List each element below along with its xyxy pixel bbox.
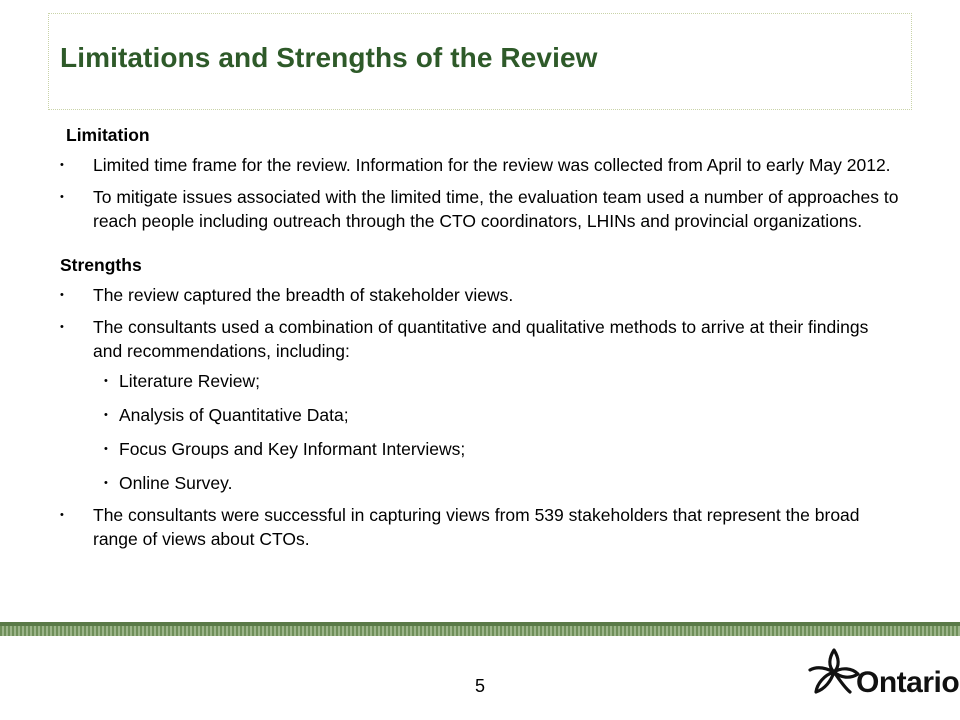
limitation-bullet-2: • To mitigate issues associated with the limited time, the evaluation team used a number of approaches to reach people including outreach through the CTO coordinators, LHINs and provincial organizations. [60,185,900,233]
methods-list [93,369,900,495]
slide-content [60,123,900,559]
strength-bullet-1: • The review captured the breadth of stakeholder views. [60,283,900,307]
strength-bullet-2 [60,315,900,495]
method-item-2: • Analysis of Quantitative Data; [93,403,900,427]
strengths-list [60,283,900,551]
limitation-bullet-1: • Limited time frame for the review. Information for the review was collected from April to early May 2012. [60,153,900,177]
method-item-1: • Literature Review; [93,369,900,393]
method-item-4: • Online Survey. [93,471,900,495]
strengths-heading: Strengths [60,255,142,275]
slide-title: Limitations and Strengths of the Review [60,42,598,73]
strength-bullet-2-text: The consultants used a combination of quantitative and qualitative methods to arrive at their findings and recommendations, including: [93,317,869,361]
page-number: 5 [474,676,485,696]
strength-bullet-3: • The consultants were successful in capturing views from 539 stakeholders that represent the broad range of views about CTOs. [60,503,900,551]
method-item-3: • Focus Groups and Key Informant Interviews; [93,437,900,461]
footer-band [0,622,960,636]
limitation-heading: Limitation [66,125,150,145]
ontario-logo [806,644,960,704]
limitation-list [60,153,900,233]
logo-text: Ontario [856,666,960,699]
trillium-icon [806,644,862,700]
